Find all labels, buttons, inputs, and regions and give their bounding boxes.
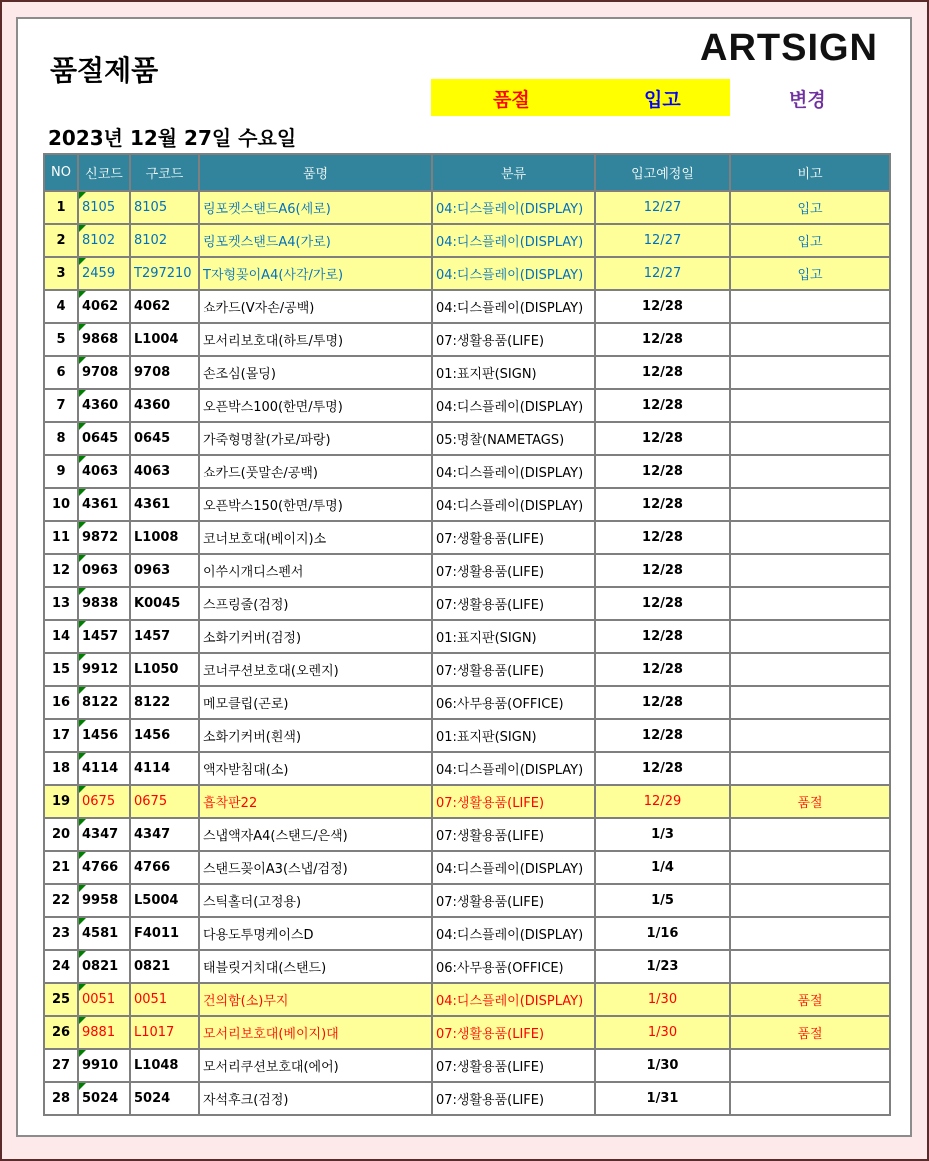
- cell-no[interactable]: 21: [44, 851, 78, 884]
- table-row[interactable]: [44, 323, 890, 356]
- cell-name[interactable]: 다용도투명케이스D: [199, 917, 432, 950]
- cell-no[interactable]: 4: [44, 290, 78, 323]
- cell-category[interactable]: 07:생활용품(LIFE): [432, 521, 595, 554]
- cell-no[interactable]: 24: [44, 950, 78, 983]
- page-title: 품절제품: [50, 54, 159, 87]
- cell-no[interactable]: 12: [44, 554, 78, 587]
- cell-note[interactable]: [730, 389, 890, 422]
- cell-no[interactable]: 17: [44, 719, 78, 752]
- cell-new-code[interactable]: 9708: [78, 356, 130, 389]
- table-row[interactable]: [44, 719, 890, 752]
- cell-name[interactable]: 모서리보호대(베이지)대: [199, 1016, 432, 1049]
- cell-no[interactable]: 26: [44, 1016, 78, 1049]
- cell-new-code[interactable]: 9912: [78, 653, 130, 686]
- cell-category[interactable]: 04:디스플레이(DISPLAY): [432, 257, 595, 290]
- cell-note[interactable]: 입고: [730, 257, 890, 290]
- brand-logo: ARTSIGN: [700, 27, 878, 69]
- cell-new-code[interactable]: 4361: [78, 488, 130, 521]
- cell-date[interactable]: 1/30: [595, 983, 730, 1016]
- cell-note[interactable]: [730, 884, 890, 917]
- cell-category[interactable]: 04:디스플레이(DISPLAY): [432, 389, 595, 422]
- cell-name[interactable]: 태블릿거치대(스탠드): [199, 950, 432, 983]
- cell-new-code[interactable]: 1457: [78, 620, 130, 653]
- cell-no[interactable]: 10: [44, 488, 78, 521]
- cell-date[interactable]: 12/27: [595, 191, 730, 224]
- cell-category[interactable]: 04:디스플레이(DISPLAY): [432, 455, 595, 488]
- cell-date[interactable]: 12/28: [595, 488, 730, 521]
- cell-old-code[interactable]: 1456: [130, 719, 199, 752]
- cell-note[interactable]: [730, 323, 890, 356]
- cell-old-code[interactable]: 0963: [130, 554, 199, 587]
- cell-no[interactable]: 6: [44, 356, 78, 389]
- cell-category[interactable]: 05:명찰(NAMETAGS): [432, 422, 595, 455]
- col-header-note[interactable]: 비고: [730, 154, 890, 191]
- cell-note[interactable]: [730, 620, 890, 653]
- col-header-new-code[interactable]: 신코드: [78, 154, 130, 191]
- cell-name[interactable]: 오픈박스100(한면/투명): [199, 389, 432, 422]
- table-row[interactable]: [44, 389, 890, 422]
- cell-date[interactable]: 1/31: [595, 1082, 730, 1115]
- cell-old-code[interactable]: 0675: [130, 785, 199, 818]
- cell-name[interactable]: 모서리보호대(하트/투명): [199, 323, 432, 356]
- cell-new-code[interactable]: 0645: [78, 422, 130, 455]
- cell-new-code[interactable]: 9910: [78, 1049, 130, 1082]
- cell-name[interactable]: 흡착판22: [199, 785, 432, 818]
- cell-name[interactable]: 코너쿠션보호대(오렌지): [199, 653, 432, 686]
- cell-name[interactable]: 소화기커버(검정): [199, 620, 432, 653]
- cell-name[interactable]: 스틱홀더(고정용): [199, 884, 432, 917]
- cell-no[interactable]: 1: [44, 191, 78, 224]
- cell-date[interactable]: 1/4: [595, 851, 730, 884]
- cell-new-code[interactable]: 9958: [78, 884, 130, 917]
- cell-date[interactable]: 12/28: [595, 455, 730, 488]
- cell-no[interactable]: 27: [44, 1049, 78, 1082]
- cell-no[interactable]: 22: [44, 884, 78, 917]
- cell-category[interactable]: 06:사무용품(OFFICE): [432, 950, 595, 983]
- cell-old-code[interactable]: 4347: [130, 818, 199, 851]
- table-row[interactable]: [44, 554, 890, 587]
- cell-old-code[interactable]: 0645: [130, 422, 199, 455]
- cell-date[interactable]: 1/3: [595, 818, 730, 851]
- cell-new-code[interactable]: 9881: [78, 1016, 130, 1049]
- cell-category[interactable]: 07:생활용품(LIFE): [432, 1082, 595, 1115]
- cell-new-code[interactable]: 4581: [78, 917, 130, 950]
- cell-name[interactable]: 가죽형명찰(가로/파랑): [199, 422, 432, 455]
- col-header-category[interactable]: 분류: [432, 154, 595, 191]
- cell-no[interactable]: 9: [44, 455, 78, 488]
- cell-new-code[interactable]: 9838: [78, 587, 130, 620]
- cell-note[interactable]: [730, 851, 890, 884]
- col-header-old-code[interactable]: 구코드: [130, 154, 199, 191]
- table-row[interactable]: [44, 488, 890, 521]
- cell-old-code[interactable]: 8102: [130, 224, 199, 257]
- cell-new-code[interactable]: 0821: [78, 950, 130, 983]
- cell-category[interactable]: 07:생활용품(LIFE): [432, 785, 595, 818]
- cell-note[interactable]: [730, 422, 890, 455]
- table-row[interactable]: [44, 1016, 890, 1049]
- soldout-table: [43, 153, 891, 1116]
- cell-no[interactable]: 23: [44, 917, 78, 950]
- cell-category[interactable]: 01:표지판(SIGN): [432, 719, 595, 752]
- cell-new-code[interactable]: 8105: [78, 191, 130, 224]
- table-row[interactable]: [44, 785, 890, 818]
- cell-note[interactable]: [730, 521, 890, 554]
- cell-no[interactable]: 5: [44, 323, 78, 356]
- cell-note[interactable]: [730, 917, 890, 950]
- cell-date[interactable]: 1/5: [595, 884, 730, 917]
- cell-category[interactable]: 06:사무용품(OFFICE): [432, 686, 595, 719]
- cell-old-code[interactable]: 4361: [130, 488, 199, 521]
- table-row[interactable]: [44, 950, 890, 983]
- cell-name[interactable]: 건의함(소)무지: [199, 983, 432, 1016]
- cell-note[interactable]: 품절: [730, 983, 890, 1016]
- legend-soldout: 품절: [493, 89, 530, 111]
- cell-date[interactable]: 12/28: [595, 587, 730, 620]
- legend-change: 변경: [789, 89, 826, 111]
- cell-date[interactable]: 12/28: [595, 752, 730, 785]
- cell-name[interactable]: 메모클립(곤로): [199, 686, 432, 719]
- cell-old-code[interactable]: 5024: [130, 1082, 199, 1115]
- cell-old-code[interactable]: 4062: [130, 290, 199, 323]
- cell-old-code[interactable]: 8122: [130, 686, 199, 719]
- cell-date[interactable]: 1/30: [595, 1016, 730, 1049]
- cell-note[interactable]: [730, 950, 890, 983]
- table-row[interactable]: [44, 191, 890, 224]
- cell-category[interactable]: 07:생활용품(LIFE): [432, 1049, 595, 1082]
- cell-category[interactable]: 07:생활용품(LIFE): [432, 323, 595, 356]
- cell-new-code[interactable]: 0963: [78, 554, 130, 587]
- table-row[interactable]: [44, 422, 890, 455]
- cell-category[interactable]: 07:생활용품(LIFE): [432, 818, 595, 851]
- cell-old-code[interactable]: L1017: [130, 1016, 199, 1049]
- cell-name[interactable]: 이쑤시개디스펜서: [199, 554, 432, 587]
- cell-no[interactable]: 8: [44, 422, 78, 455]
- cell-old-code[interactable]: 0821: [130, 950, 199, 983]
- cell-no[interactable]: 2: [44, 224, 78, 257]
- cell-date[interactable]: 12/28: [595, 653, 730, 686]
- cell-no[interactable]: 25: [44, 983, 78, 1016]
- table-row[interactable]: [44, 587, 890, 620]
- cell-category[interactable]: 04:디스플레이(DISPLAY): [432, 224, 595, 257]
- report-date: 2023년 12월 27일 수요일: [48, 126, 297, 150]
- cell-category[interactable]: 07:생활용품(LIFE): [432, 884, 595, 917]
- cell-note[interactable]: [730, 752, 890, 785]
- cell-note[interactable]: 품절: [730, 785, 890, 818]
- cell-name[interactable]: 링포켓스탠드A6(세로): [199, 191, 432, 224]
- cell-date[interactable]: 12/28: [595, 554, 730, 587]
- cell-no[interactable]: 7: [44, 389, 78, 422]
- table-row[interactable]: [44, 356, 890, 389]
- cell-date[interactable]: 12/28: [595, 323, 730, 356]
- cell-new-code[interactable]: 4063: [78, 455, 130, 488]
- cell-old-code[interactable]: L1004: [130, 323, 199, 356]
- cell-date[interactable]: 12/28: [595, 686, 730, 719]
- col-header-date[interactable]: 입고예정일: [595, 154, 730, 191]
- cell-category[interactable]: 07:생활용품(LIFE): [432, 554, 595, 587]
- cell-name[interactable]: 액자받침대(소): [199, 752, 432, 785]
- cell-date[interactable]: 12/27: [595, 224, 730, 257]
- cell-date[interactable]: 12/29: [595, 785, 730, 818]
- legend-arrival: 입고: [644, 89, 681, 111]
- cell-category[interactable]: 07:생활용품(LIFE): [432, 1016, 595, 1049]
- table-row[interactable]: [44, 917, 890, 950]
- cell-new-code[interactable]: 2459: [78, 257, 130, 290]
- cell-note[interactable]: [730, 455, 890, 488]
- table-row[interactable]: [44, 521, 890, 554]
- cell-date[interactable]: 1/23: [595, 950, 730, 983]
- table-row[interactable]: [44, 686, 890, 719]
- cell-name[interactable]: 스탠드꽂이A3(스냅/검정): [199, 851, 432, 884]
- table-row[interactable]: [44, 983, 890, 1016]
- cell-category[interactable]: 04:디스플레이(DISPLAY): [432, 917, 595, 950]
- cell-new-code[interactable]: 1456: [78, 719, 130, 752]
- cell-name[interactable]: 쇼카드(풋말손/공백): [199, 455, 432, 488]
- cell-old-code[interactable]: L1048: [130, 1049, 199, 1082]
- table-row[interactable]: [44, 818, 890, 851]
- table-row[interactable]: [44, 1082, 890, 1115]
- cell-old-code[interactable]: 4063: [130, 455, 199, 488]
- cell-no[interactable]: 19: [44, 785, 78, 818]
- cell-note[interactable]: [730, 488, 890, 521]
- table-row[interactable]: [44, 257, 890, 290]
- cell-no[interactable]: 11: [44, 521, 78, 554]
- cell-note[interactable]: [730, 1082, 890, 1115]
- cell-new-code[interactable]: 5024: [78, 1082, 130, 1115]
- cell-date[interactable]: 12/28: [595, 389, 730, 422]
- cell-no[interactable]: 3: [44, 257, 78, 290]
- cell-no[interactable]: 16: [44, 686, 78, 719]
- cell-name[interactable]: 스냅액자A4(스탠드/은색): [199, 818, 432, 851]
- table-row[interactable]: [44, 884, 890, 917]
- cell-new-code[interactable]: 8122: [78, 686, 130, 719]
- cell-date[interactable]: 12/27: [595, 257, 730, 290]
- cell-old-code[interactable]: 0051: [130, 983, 199, 1016]
- cell-no[interactable]: 15: [44, 653, 78, 686]
- cell-category[interactable]: 04:디스플레이(DISPLAY): [432, 290, 595, 323]
- cell-note[interactable]: [730, 653, 890, 686]
- cell-note[interactable]: [730, 1049, 890, 1082]
- cell-category[interactable]: 01:표지판(SIGN): [432, 356, 595, 389]
- cell-note[interactable]: [730, 587, 890, 620]
- cell-date[interactable]: 12/28: [595, 521, 730, 554]
- cell-name[interactable]: 소화기커버(흰색): [199, 719, 432, 752]
- cell-new-code[interactable]: 0051: [78, 983, 130, 1016]
- table-row[interactable]: [44, 851, 890, 884]
- cell-old-code[interactable]: 9708: [130, 356, 199, 389]
- cell-no[interactable]: 18: [44, 752, 78, 785]
- cell-date[interactable]: 12/28: [595, 620, 730, 653]
- cell-old-code[interactable]: L5004: [130, 884, 199, 917]
- cell-category[interactable]: 04:디스플레이(DISPLAY): [432, 752, 595, 785]
- cell-name[interactable]: 코너보호대(베이지)소: [199, 521, 432, 554]
- cell-category[interactable]: 07:생활용품(LIFE): [432, 587, 595, 620]
- table-header-row: [44, 154, 890, 191]
- cell-note[interactable]: [730, 818, 890, 851]
- cell-name[interactable]: 스프링줄(검정): [199, 587, 432, 620]
- table-row[interactable]: [44, 752, 890, 785]
- cell-old-code[interactable]: 1457: [130, 620, 199, 653]
- cell-name[interactable]: T자형꽂이A4(사각/가로): [199, 257, 432, 290]
- cell-old-code[interactable]: T297210: [130, 257, 199, 290]
- sheet: [16, 17, 912, 1137]
- cell-new-code[interactable]: 4114: [78, 752, 130, 785]
- cell-no[interactable]: 13: [44, 587, 78, 620]
- cell-note[interactable]: 입고: [730, 224, 890, 257]
- cell-old-code[interactable]: L1050: [130, 653, 199, 686]
- table-row[interactable]: [44, 653, 890, 686]
- table-row[interactable]: [44, 455, 890, 488]
- cell-new-code[interactable]: 8102: [78, 224, 130, 257]
- cell-date[interactable]: 1/30: [595, 1049, 730, 1082]
- cell-date[interactable]: 12/28: [595, 719, 730, 752]
- cell-new-code[interactable]: 9872: [78, 521, 130, 554]
- cell-name[interactable]: 자석후크(검정): [199, 1082, 432, 1115]
- cell-no[interactable]: 14: [44, 620, 78, 653]
- legend-highlight: [431, 79, 730, 116]
- table-row[interactable]: [44, 290, 890, 323]
- cell-name[interactable]: 링포켓스탠드A4(가로): [199, 224, 432, 257]
- cell-date[interactable]: 12/28: [595, 356, 730, 389]
- cell-no[interactable]: 20: [44, 818, 78, 851]
- cell-category[interactable]: 04:디스플레이(DISPLAY): [432, 851, 595, 884]
- cell-category[interactable]: 04:디스플레이(DISPLAY): [432, 983, 595, 1016]
- cell-date[interactable]: 12/28: [595, 290, 730, 323]
- col-header-no[interactable]: NO: [44, 154, 78, 191]
- table-row[interactable]: [44, 224, 890, 257]
- cell-note[interactable]: 품절: [730, 1016, 890, 1049]
- cell-note[interactable]: [730, 356, 890, 389]
- cell-old-code[interactable]: 4766: [130, 851, 199, 884]
- cell-new-code[interactable]: 4766: [78, 851, 130, 884]
- cell-old-code[interactable]: L1008: [130, 521, 199, 554]
- cell-old-code[interactable]: 4114: [130, 752, 199, 785]
- cell-new-code[interactable]: 4360: [78, 389, 130, 422]
- cell-no[interactable]: 28: [44, 1082, 78, 1115]
- cell-note[interactable]: [730, 290, 890, 323]
- cell-note[interactable]: 입고: [730, 191, 890, 224]
- cell-name[interactable]: 모서리쿠션보호대(에어): [199, 1049, 432, 1082]
- cell-note[interactable]: [730, 686, 890, 719]
- cell-name[interactable]: 쇼카드(V자손/공백): [199, 290, 432, 323]
- table-row[interactable]: [44, 1049, 890, 1082]
- cell-category[interactable]: 04:디스플레이(DISPLAY): [432, 488, 595, 521]
- cell-name[interactable]: 손조심(몰딩): [199, 356, 432, 389]
- table-row[interactable]: [44, 620, 890, 653]
- cell-category[interactable]: 04:디스플레이(DISPLAY): [432, 191, 595, 224]
- cell-date[interactable]: 12/28: [595, 422, 730, 455]
- col-header-name[interactable]: 품명: [199, 154, 432, 191]
- cell-old-code[interactable]: 4360: [130, 389, 199, 422]
- cell-new-code[interactable]: 4062: [78, 290, 130, 323]
- cell-old-code[interactable]: F4011: [130, 917, 199, 950]
- cell-note[interactable]: [730, 719, 890, 752]
- cell-category[interactable]: 01:표지판(SIGN): [432, 620, 595, 653]
- cell-old-code[interactable]: K0045: [130, 587, 199, 620]
- cell-new-code[interactable]: 0675: [78, 785, 130, 818]
- cell-category[interactable]: 07:생활용품(LIFE): [432, 653, 595, 686]
- cell-new-code[interactable]: 4347: [78, 818, 130, 851]
- cell-date[interactable]: 1/16: [595, 917, 730, 950]
- cell-name[interactable]: 오픈박스150(한면/투명): [199, 488, 432, 521]
- cell-old-code[interactable]: 8105: [130, 191, 199, 224]
- cell-note[interactable]: [730, 554, 890, 587]
- cell-new-code[interactable]: 9868: [78, 323, 130, 356]
